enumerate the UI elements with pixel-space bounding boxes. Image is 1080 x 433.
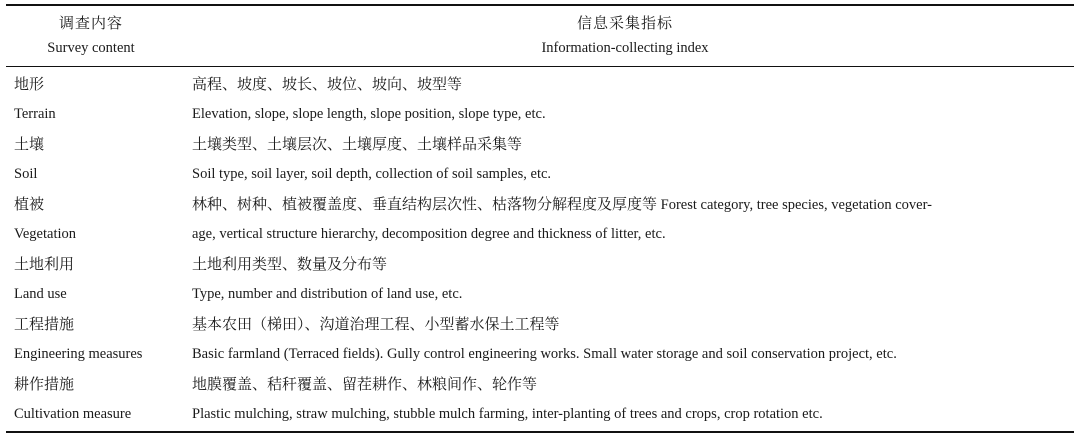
content-en: Soil [14,166,38,182]
table-row-cultivation [6,369,1074,429]
index-cell [186,309,1074,369]
index-en: Basic farmland (Terraced fields). Gully control engineering works. Small water storage and soil conservation project, etc. [192,346,897,362]
content-cell [6,69,186,129]
index-zh: 地膜覆盖、秸秆覆盖、留茬耕作、林粮间作、轮作等 [192,375,538,393]
index-zh: 土地利用类型、数量及分布等 [192,255,388,273]
table-row-land-use [6,249,1074,309]
header-survey-content [6,6,176,66]
table-row-soil [6,129,1074,189]
content-zh: 土地利用 [14,255,75,273]
table-row-terrain [6,69,1074,129]
header-survey-content-zh: 调查内容 [58,14,123,32]
index-cell [186,189,1074,249]
index-en: Plastic mulching, straw mulching, stubble mulch farming, inter-planting of trees and crops, crop rotation etc. [192,406,823,422]
index-zh: 林种、树种、植被覆盖度、垂直结构层次性、枯落物分解程度及厚度等 [192,195,658,213]
table-header [6,6,1074,66]
table-row-engineering [6,309,1074,369]
header-index-en: Information-collecting index [541,40,709,56]
table-row-vegetation [6,189,1074,249]
index-en-line-2: age, vertical structure hierarchy, decomposition degree and thickness of litter, etc. [192,226,666,242]
content-zh: 土壤 [14,135,45,153]
content-en: Vegetation [14,226,77,242]
index-en: Type, number and distribution of land use, etc. [192,286,463,302]
header-index-zh: 信息采集指标 [576,14,673,32]
index-zh: 基本农田（梯田）、沟道治理工程、小型蓄水保土工程等 [192,315,560,333]
content-zh: 地形 [14,75,45,93]
content-zh: 工程措施 [14,315,75,333]
index-cell [186,69,1074,129]
header-survey-content-en: Survey content [47,40,135,56]
table-body [6,67,1074,431]
header-index [176,6,1074,66]
index-cell [186,129,1074,189]
content-zh: 耕作措施 [14,375,75,393]
content-en: Engineering measures [14,346,143,362]
index-cell [186,369,1074,429]
content-en: Land use [14,286,67,302]
content-cell [6,369,186,429]
index-zh: 土壤类型、土壤层次、土壤厚度、土壤样品采集等 [192,135,523,153]
content-en: Cultivation measure [14,406,132,422]
content-zh: 植被 [14,195,45,213]
content-cell [6,129,186,189]
index-zh: 高程、坡度、坡长、坡位、坡向、坡型等 [192,75,463,93]
index-en: Soil type, soil layer, soil depth, collection of soil samples, etc. [192,166,552,182]
survey-table [6,4,1074,433]
content-cell [6,189,186,249]
content-cell [6,309,186,369]
index-en: Elevation, slope, slope length, slope position, slope type, etc. [192,106,546,122]
content-cell [6,249,186,309]
index-cell [186,249,1074,309]
index-mixed-line [192,189,1070,219]
index-en-line-1: Forest category, tree species, vegetation cover- [657,197,932,213]
content-en: Terrain [14,106,56,122]
